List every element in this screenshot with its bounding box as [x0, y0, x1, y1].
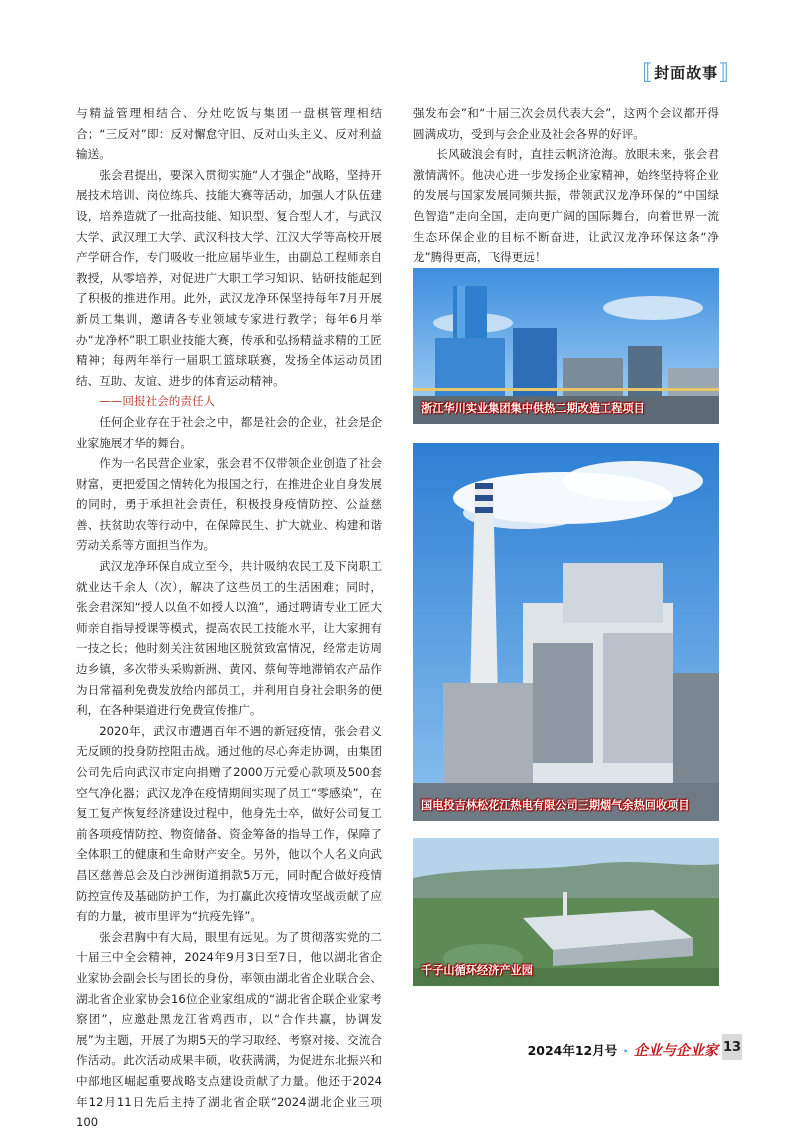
- photo-caption: 国电投吉林松花江热电有限公司三期烟气余热回收项目: [421, 799, 690, 812]
- right-column: [413, 103, 719, 268]
- paragraph: 武汉龙净环保自成立至今，共计吸纳农民工及下岗职工就业达千余人（次），解决了这些员工的生活困难；同时，张会君深知“授人以鱼不如授人以渔”，通过聘请专业工匠大师亲自指导授课等模式，提高农民工技能水平，让大家拥有一技之长；他时刻关注贫困地区脱贫致富情况，经常走访周边乡镇，多次带头采购新洲、黄冈、蔡甸等地滞销农产品作为日常福利免费发放给内部员工，并利用自身社会职务的便利，在各种渠道进行免费宣传推广。: [76, 559, 382, 718]
- paragraph: 强发布会”和“十届三次会员代表大会”，这两个会议都开得圆满成功，受到与会企业及社会各界的好评。: [413, 106, 719, 141]
- left-column: [76, 103, 382, 1133]
- photo-caption: 浙江华川实业集团集中供热二期改造工程项目: [421, 402, 645, 415]
- section-tag: [642, 58, 730, 86]
- photo-industrial-park: [413, 838, 719, 986]
- paragraph: 张会君胸中有大局，眼里有远见。为了贯彻落实党的二十届三中全会精神，2024年9月3日至7日，他以湖北省企业家协会副会长与团长的身份，率领由湖北省企业联合会、湖北省企业家协会16位企业家组成的“湖北省企联企业家考察团”，应邀赴黑龙江省鸡西市，以“合作共赢，协调发展”为主题，开展了为期5天的学习取经、考察对接、交流合作活动。此次活动成果丰硕，收获满满，为促进东北振兴和中部地区崛起重要战略支点建设贡献了力量。他还于2024年12月11日先后主持了湖北省企联“2024湖北企业三项100: [76, 929, 382, 1130]
- paragraph: 任何企业存在于社会之中，都是社会的企业，社会是企业家施展才华的舞台。: [76, 414, 382, 450]
- photo-power-plant-image: [413, 443, 719, 821]
- bracket-left-icon: ⟦: [642, 59, 655, 85]
- section-title: 封面故事: [654, 63, 719, 82]
- issue-date: 2024年12月号: [527, 1043, 618, 1058]
- magazine-logo: 企业与企业家: [634, 1043, 718, 1059]
- photo-caption: 千子山循环经济产业园: [421, 964, 533, 977]
- bracket-right-icon: ⟧: [718, 59, 730, 85]
- paragraph: 长风破浪会有时，直挂云帆济沧海。放眼未来，张会君激情满怀。他决心进一步发扬企业家精神，始终坚持将企业的发展与国家发展同频共振，带领武汉龙净环保的“中国绿色智造”走向全国，走向更广阔的国际舞台，向着世界一流生态环保企业的目标不断奋进，让武汉龙净环保这条“净龙”腾得更高，飞得更远！: [413, 147, 719, 265]
- paragraph: 2020年，武汉市遭遇百年不遇的新冠疫情，张会君义无反顾的投身防控阻击战。通过他的尽心奔走协调，由集团公司先后向武汉市定向捐赠了2000万元爱心款项及500套空气净化器；武汉龙净在疫情期间实现了员工“零感染”，在复工复产恢复经济建设过程中，他身先士卒，做好公司复工前各项疫情防控、物资储备、资金筹备的指导工作，保障了全体职工的健康和生命财产安全。另外，他以个人名义向武昌区慈善总会及白沙洲街道捐款5万元，同时配合做好疫情防控宣传及基础防护工作，为打赢此次疫情攻坚战贡献了应有的力量，被市里评为“抗疫先锋”。: [76, 723, 382, 924]
- photo-power-plant: [413, 443, 719, 821]
- footer: [528, 1040, 718, 1060]
- page-number: 13: [722, 1034, 742, 1060]
- paragraph: 张会君提出，要深入贯彻实施“人才强企”战略，坚持开展技术培训、岗位练兵、技能大赛等活动，加强人才队伍建设，培养造就了一批高技能、知识型、复合型人才，与武汉大学、武汉理工大学、武汉科技大学、江汉大学等高校开展产学研合作，专门吸收一批应届毕业生，由副总工程师亲自教授，从零培养，对促进广大职工学习知识、钻研技能起到了积极的推进作用。此外，武汉龙净环保坚持每年7月开展新员工集训，邀请各专业领域专家进行教学；每年6月举办“龙净杯”职工职业技能大赛，传承和弘扬精益求精的工匠精神；每两年举行一届职工篮球联赛，发扬全体运动员团结、互助、友谊、进步的体育运动精神。: [76, 167, 382, 388]
- footer-separator: ·: [623, 1042, 628, 1058]
- paragraph: 作为一名民营企业家，张会君不仅带领企业创造了社会财富，更把爱国之情转化为报国之行，在推进企业自身发展的同时，勇于承担社会责任，积极投身疫情防控、公益慈善、扶贫助农等行动中，在保障民生、扩大就业、构建和谐劳动关系等方面担当作为。: [76, 456, 382, 553]
- paragraph: 与精益管理相结合、分灶吃饭与集团一盘棋管理相结合；“三反对”即：反对懈怠守旧、反对山头主义、反对利益输送。: [76, 106, 382, 162]
- subheading: ——回报社会的责任人: [99, 394, 216, 409]
- photo-plant-tower: [413, 268, 719, 424]
